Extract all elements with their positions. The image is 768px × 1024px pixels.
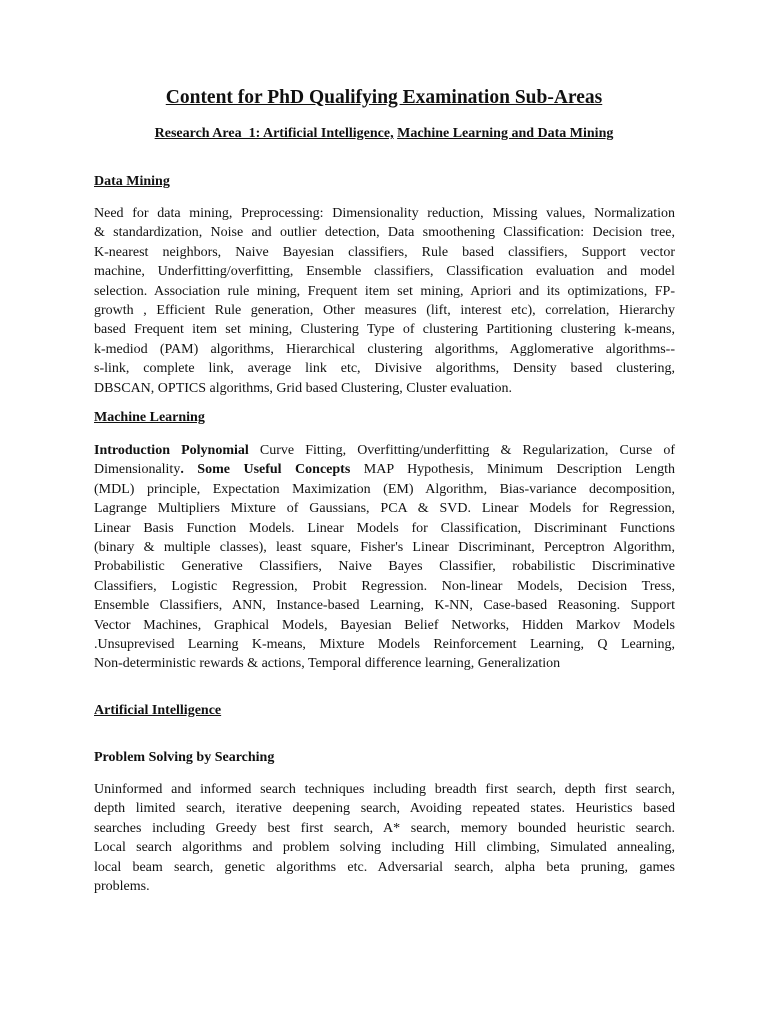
text-line: Ensemble Classifiers, ANN, Instance-based Learning, K-NN, Case-based Reasoning. Support <box>94 598 675 614</box>
text-line: (binary & multiple classes), least square, Fisher's Linear Discriminant, Perceptron Algorithm, <box>94 540 675 556</box>
text-line <box>94 441 675 460</box>
text-line <box>94 460 675 479</box>
text-line: Local search algorithms and problem solving including Hill climbing, Simulated annealing, <box>94 840 675 856</box>
data-mining-heading: Data Mining <box>94 174 170 189</box>
text-line: problems. <box>94 879 150 895</box>
text-line: searches including Greedy best first search, A* search, memory bounded heuristic search. <box>94 820 675 836</box>
text-line: depth limited search, iterative deepening search, Avoiding repeated states. Heuristics based <box>94 801 675 817</box>
text-fragment: Dimensionality <box>94 462 181 478</box>
research-area-subtitle <box>0 124 768 144</box>
ai-paragraph <box>94 780 675 896</box>
text-line: K-nearest neighbors, Naive Bayesian classifiers, Rule based classifiers, Support vector <box>94 244 675 260</box>
text-line: Need for data mining, Preprocessing: Dimensionality reduction, Missing values, Normalization <box>94 206 675 221</box>
text-line: .Unsuprevised Learning K-means, Mixture Models Reinforcement Learning, Q Learning, <box>94 637 675 653</box>
text-line: Uninformed and informed search techniques including breadth first search, depth first search, <box>94 782 675 797</box>
text-line: local beam search, genetic algorithms etc. Adversarial search, alpha beta pruning, games <box>94 859 675 875</box>
page-title: Content for PhD Qualifying Examination Sub-Areas <box>165 87 603 108</box>
text-line: machine, Underfitting/overfitting, Ensemble classifiers, Classification evaluation and model <box>94 264 675 280</box>
subtitle-part-1: Research Area_1: Artificial Intelligence, <box>154 126 394 141</box>
text-line: (MDL) principle, Expectation Maximization (EM) Algorithm, Bias-variance decomposition, <box>94 481 675 497</box>
text-line: Vector Machines, Graphical Models, Bayesian Belief Networks, Hidden Markov Models <box>94 617 675 633</box>
text-line: Lagrange Multipliers Mixture of Gaussians, PCA & SVD. Linear Models for Regression, <box>94 501 675 517</box>
text-line: Linear Basis Function Models. Linear Models for Classification, Discriminant Functions <box>94 520 675 536</box>
text-fragment: MAP Hypothesis, Minimum Description Length <box>350 462 675 478</box>
text-line: Non-deterministic rewards & actions, Temporal difference learning, Generalization <box>94 656 561 672</box>
problem-solving-subheading: Problem Solving by Searching <box>94 750 275 765</box>
text-line: Probabilistic Generative Classifiers, Naive Bayes Classifier, robabilistic Discriminative <box>94 559 675 575</box>
text-line: Classifiers, Logistic Regression, Probit Regression. Non-linear Models, Decision Tress, <box>94 578 675 594</box>
text-fragment: Curve Fitting, Overfitting/underfitting & Regularization, Curse of <box>248 443 675 458</box>
text-line: k-mediod (PAM) algorithms, Hierarchical clustering algorithms, Agglomerative algorithms-- <box>94 341 675 357</box>
text-line: & standardization, Noise and outlier detection, Data smoothening Classification: Decision tree, <box>94 225 675 241</box>
text-line: based Frequent item set mining, Clustering Type of clustering Partitioning clustering k-means, <box>94 322 675 338</box>
bold-phrase: . Some Useful Concepts <box>180 462 351 478</box>
bold-phrase: Introduction Polynomial <box>94 443 249 458</box>
text-line: DBSCAN, OPTICS algorithms, Grid based Clustering, Cluster evaluation. <box>94 380 513 396</box>
artificial-intelligence-heading: Artificial Intelligence <box>94 703 222 718</box>
subtitle-part-2: Machine Learning and Data Mining <box>397 126 614 141</box>
data-mining-paragraph <box>94 204 675 398</box>
text-line: selection. Association rule mining, Frequent item set mining, Apriori and its optimizations, FP- <box>94 283 675 299</box>
text-line: growth , Efficient Rule generation, Other measures (lift, interest etc), correlation, Hierarchy <box>94 303 675 319</box>
machine-learning-paragraph <box>94 441 675 674</box>
text-line: s-link, complete link, average link etc, Divisive algorithms, Density based clustering, <box>94 361 675 377</box>
machine-learning-heading: Machine Learning <box>94 410 205 425</box>
